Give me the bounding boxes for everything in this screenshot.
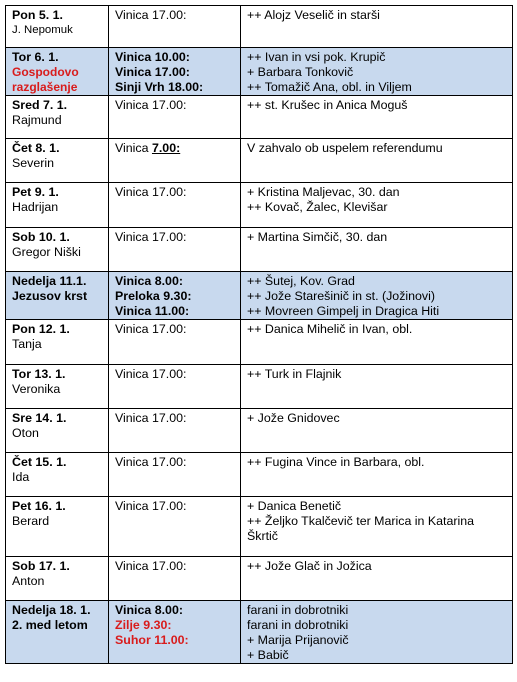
- place-time: [115, 289, 236, 304]
- place-time-cell: [109, 48, 241, 96]
- place-time-text: Vinica 8.00:: [115, 274, 183, 288]
- mass-intention: farani in dobrotniki: [247, 603, 349, 617]
- place-time-text: Vinica 10.00:: [115, 50, 190, 64]
- place-time: [115, 50, 236, 65]
- intention-cell: [241, 6, 513, 48]
- saint-name: J. Nepomuk: [12, 24, 73, 36]
- schedule-row: [6, 6, 513, 48]
- saint-name: Gregor Niški: [12, 245, 81, 259]
- mass-intention: ++ Fugina Vince in Barbara, obl.: [247, 455, 425, 469]
- mass-intention: + Barbara Tonkovič: [247, 65, 354, 79]
- mass-intention: ++ Tomažič Ana, obl. in Viljem: [247, 80, 412, 94]
- feast-name: Jezusov krst: [12, 289, 88, 303]
- mass-intention: ++ Jože Starešinič in st. (Jožinovi): [247, 289, 436, 303]
- day-label: Pon 5. 1.: [12, 8, 63, 22]
- intention-cell: [241, 453, 513, 497]
- mass-intention: ++ Kovač, Žalec, Klevišar: [247, 200, 388, 214]
- underlined-time: 7.00:: [151, 141, 181, 155]
- intention-cell: [241, 320, 513, 365]
- day-cell: [6, 320, 109, 365]
- place-time-text: Vinica 17.00:: [115, 8, 187, 22]
- day-label: Tor 13. 1.: [12, 367, 66, 381]
- intention-cell: [241, 409, 513, 453]
- feast-name: Gospodovo razglašenje: [12, 65, 79, 94]
- saint-name: Berard: [12, 514, 50, 528]
- day-label: Čet 15. 1.: [12, 455, 67, 469]
- mass-intention: + Jože Gnidovec: [247, 411, 340, 425]
- place-time-cell: [109, 228, 241, 272]
- schedule-row: [6, 139, 513, 183]
- place-time-text: Vinica 17.00:: [115, 411, 187, 425]
- place-time-cell: [109, 497, 241, 557]
- schedule-row: [6, 497, 513, 557]
- place-time: [115, 633, 236, 648]
- day-cell: [6, 228, 109, 272]
- day-label: Pon 12. 1.: [12, 322, 70, 336]
- day-cell: [6, 139, 109, 183]
- feast-name: 2. med letom: [12, 618, 88, 632]
- day-cell: [6, 497, 109, 557]
- place-time-text: Preloka 9.30:: [115, 289, 192, 303]
- day-label: Sob 17. 1.: [12, 559, 70, 573]
- intention-cell: [241, 365, 513, 409]
- mass-intention: ++ Movreen Gimpelj in Dragica Hiti: [247, 304, 440, 318]
- place-time-text: Vinica 17.00:: [115, 559, 187, 573]
- schedule-row: [6, 183, 513, 228]
- place-time-text: Vinica 17.00:: [115, 367, 187, 381]
- day-cell: [6, 409, 109, 453]
- place-time: [115, 98, 236, 113]
- mass-intention: + Marija Prijanovič: [247, 633, 349, 647]
- schedule-row: [6, 453, 513, 497]
- place-time-text: Sinji Vrh 18.00:: [115, 80, 204, 94]
- day-label: Pet 9. 1.: [12, 185, 59, 199]
- mass-intention: ++ Alojz Veselič in starši: [247, 8, 380, 22]
- day-label: Nedelja 11.1.: [12, 274, 87, 288]
- saint-name: Severin: [12, 156, 55, 170]
- place-time: [115, 80, 236, 95]
- place-time-cell: [109, 453, 241, 497]
- schedule-row: [6, 557, 513, 601]
- mass-intention: ++ Danica Mihelič in Ivan, obl.: [247, 322, 413, 336]
- mass-intention: ++ Ivan in vsi pok. Krupič: [247, 50, 386, 64]
- place-time-text: Vinica 17.00:: [115, 499, 187, 513]
- place-time-text: Vinica 17.00:: [115, 455, 187, 469]
- intention-cell: [241, 228, 513, 272]
- mass-intention: + Kristina Maljevac, 30. dan: [247, 185, 400, 199]
- saint-name: Tanja: [12, 337, 42, 351]
- intention-cell: [241, 601, 513, 664]
- day-cell: [6, 272, 109, 320]
- saint-name: Anton: [12, 574, 45, 588]
- saint-name: Rajmund: [12, 113, 62, 127]
- place-time-cell: [109, 96, 241, 139]
- schedule-row: [6, 365, 513, 409]
- place-time-text: Vinica 17.00:: [115, 322, 187, 336]
- place-time-text: Zilje 9.30:: [115, 618, 172, 632]
- day-cell: [6, 6, 109, 48]
- place-time-text: Vinica 17.00:: [115, 98, 187, 112]
- schedule-row: [6, 272, 513, 320]
- place-time: [115, 230, 236, 245]
- place-time-cell: [109, 183, 241, 228]
- place-time-text: Vinica 8.00:: [115, 603, 183, 617]
- day-label: Tor 6. 1.: [12, 50, 59, 64]
- saint-name: Hadrijan: [12, 200, 59, 214]
- place-time-text: Vinica 11.00:: [115, 304, 190, 318]
- schedule-row: [6, 96, 513, 139]
- day-label: Sre 14. 1.: [12, 411, 67, 425]
- intention-cell: [241, 272, 513, 320]
- schedule-row: [6, 601, 513, 664]
- place-time-cell: [109, 139, 241, 183]
- place-time: [115, 274, 236, 289]
- mass-intention: ++ Šutej, Kov. Grad: [247, 274, 355, 288]
- intention-cell: [241, 183, 513, 228]
- place-time: [115, 455, 236, 470]
- day-label: Pet 16. 1.: [12, 499, 66, 513]
- place-time: [115, 411, 236, 426]
- saint-name: Veronika: [12, 382, 61, 396]
- day-label: Sred 7. 1.: [12, 98, 68, 112]
- intention-cell: [241, 48, 513, 96]
- day-cell: [6, 453, 109, 497]
- place-time: [115, 559, 236, 574]
- intention-cell: [241, 557, 513, 601]
- mass-intention: ++ Turk in Flajnik: [247, 367, 342, 381]
- place-time: [115, 185, 236, 200]
- place-time: [115, 603, 236, 618]
- place-time-cell: [109, 557, 241, 601]
- place-time-cell: [109, 601, 241, 664]
- place-time: [115, 65, 236, 80]
- mass-schedule-table: [5, 5, 513, 664]
- intention-cell: [241, 139, 513, 183]
- schedule-row: [6, 320, 513, 365]
- schedule-row: [6, 228, 513, 272]
- intention-cell: [241, 96, 513, 139]
- day-label: Čet 8. 1.: [12, 141, 60, 155]
- place-time-text: Vinica: [115, 141, 152, 155]
- place-time: [115, 499, 236, 514]
- place-time: [115, 304, 236, 319]
- intention-cell: [241, 497, 513, 557]
- place-time-text: Vinica 17.00:: [115, 185, 187, 199]
- day-cell: [6, 365, 109, 409]
- mass-intention: ++ Željko Tkalčevič ter Marica in Katarina Škrtič: [247, 514, 475, 543]
- mass-intention: + Danica Benetič: [247, 499, 342, 513]
- day-cell: [6, 48, 109, 96]
- place-time: [115, 367, 236, 382]
- day-cell: [6, 96, 109, 139]
- mass-intention: + Babič: [247, 648, 289, 662]
- schedule-row: [6, 48, 513, 96]
- day-label: Nedelja 18. 1.: [12, 603, 91, 617]
- schedule-row: [6, 409, 513, 453]
- day-label: Sob 10. 1.: [12, 230, 70, 244]
- place-time: [115, 8, 236, 23]
- place-time-text: Vinica 17.00:: [115, 65, 190, 79]
- day-cell: [6, 601, 109, 664]
- place-time-cell: [109, 272, 241, 320]
- place-time: [115, 618, 236, 633]
- day-cell: [6, 557, 109, 601]
- day-cell: [6, 183, 109, 228]
- place-time-cell: [109, 409, 241, 453]
- place-time-text: Vinica 17.00:: [115, 230, 187, 244]
- place-time-cell: [109, 320, 241, 365]
- place-time-cell: [109, 365, 241, 409]
- place-time: [115, 322, 236, 337]
- mass-intention: ++ st. Krušec in Anica Moguš: [247, 98, 408, 112]
- schedule-body: [6, 6, 513, 664]
- mass-intention: + Martina Simčič, 30. dan: [247, 230, 388, 244]
- place-time-cell: [109, 6, 241, 48]
- mass-intention: ++ Jože Glač in Jožica: [247, 559, 372, 573]
- saint-name: Ida: [12, 470, 30, 484]
- mass-intention: V zahvalo ob uspelem referendumu: [247, 141, 443, 155]
- place-time-text: Suhor 11.00:: [115, 633, 189, 647]
- place-time: [115, 141, 236, 156]
- saint-name: Oton: [12, 426, 39, 440]
- mass-intention: farani in dobrotniki: [247, 618, 349, 632]
